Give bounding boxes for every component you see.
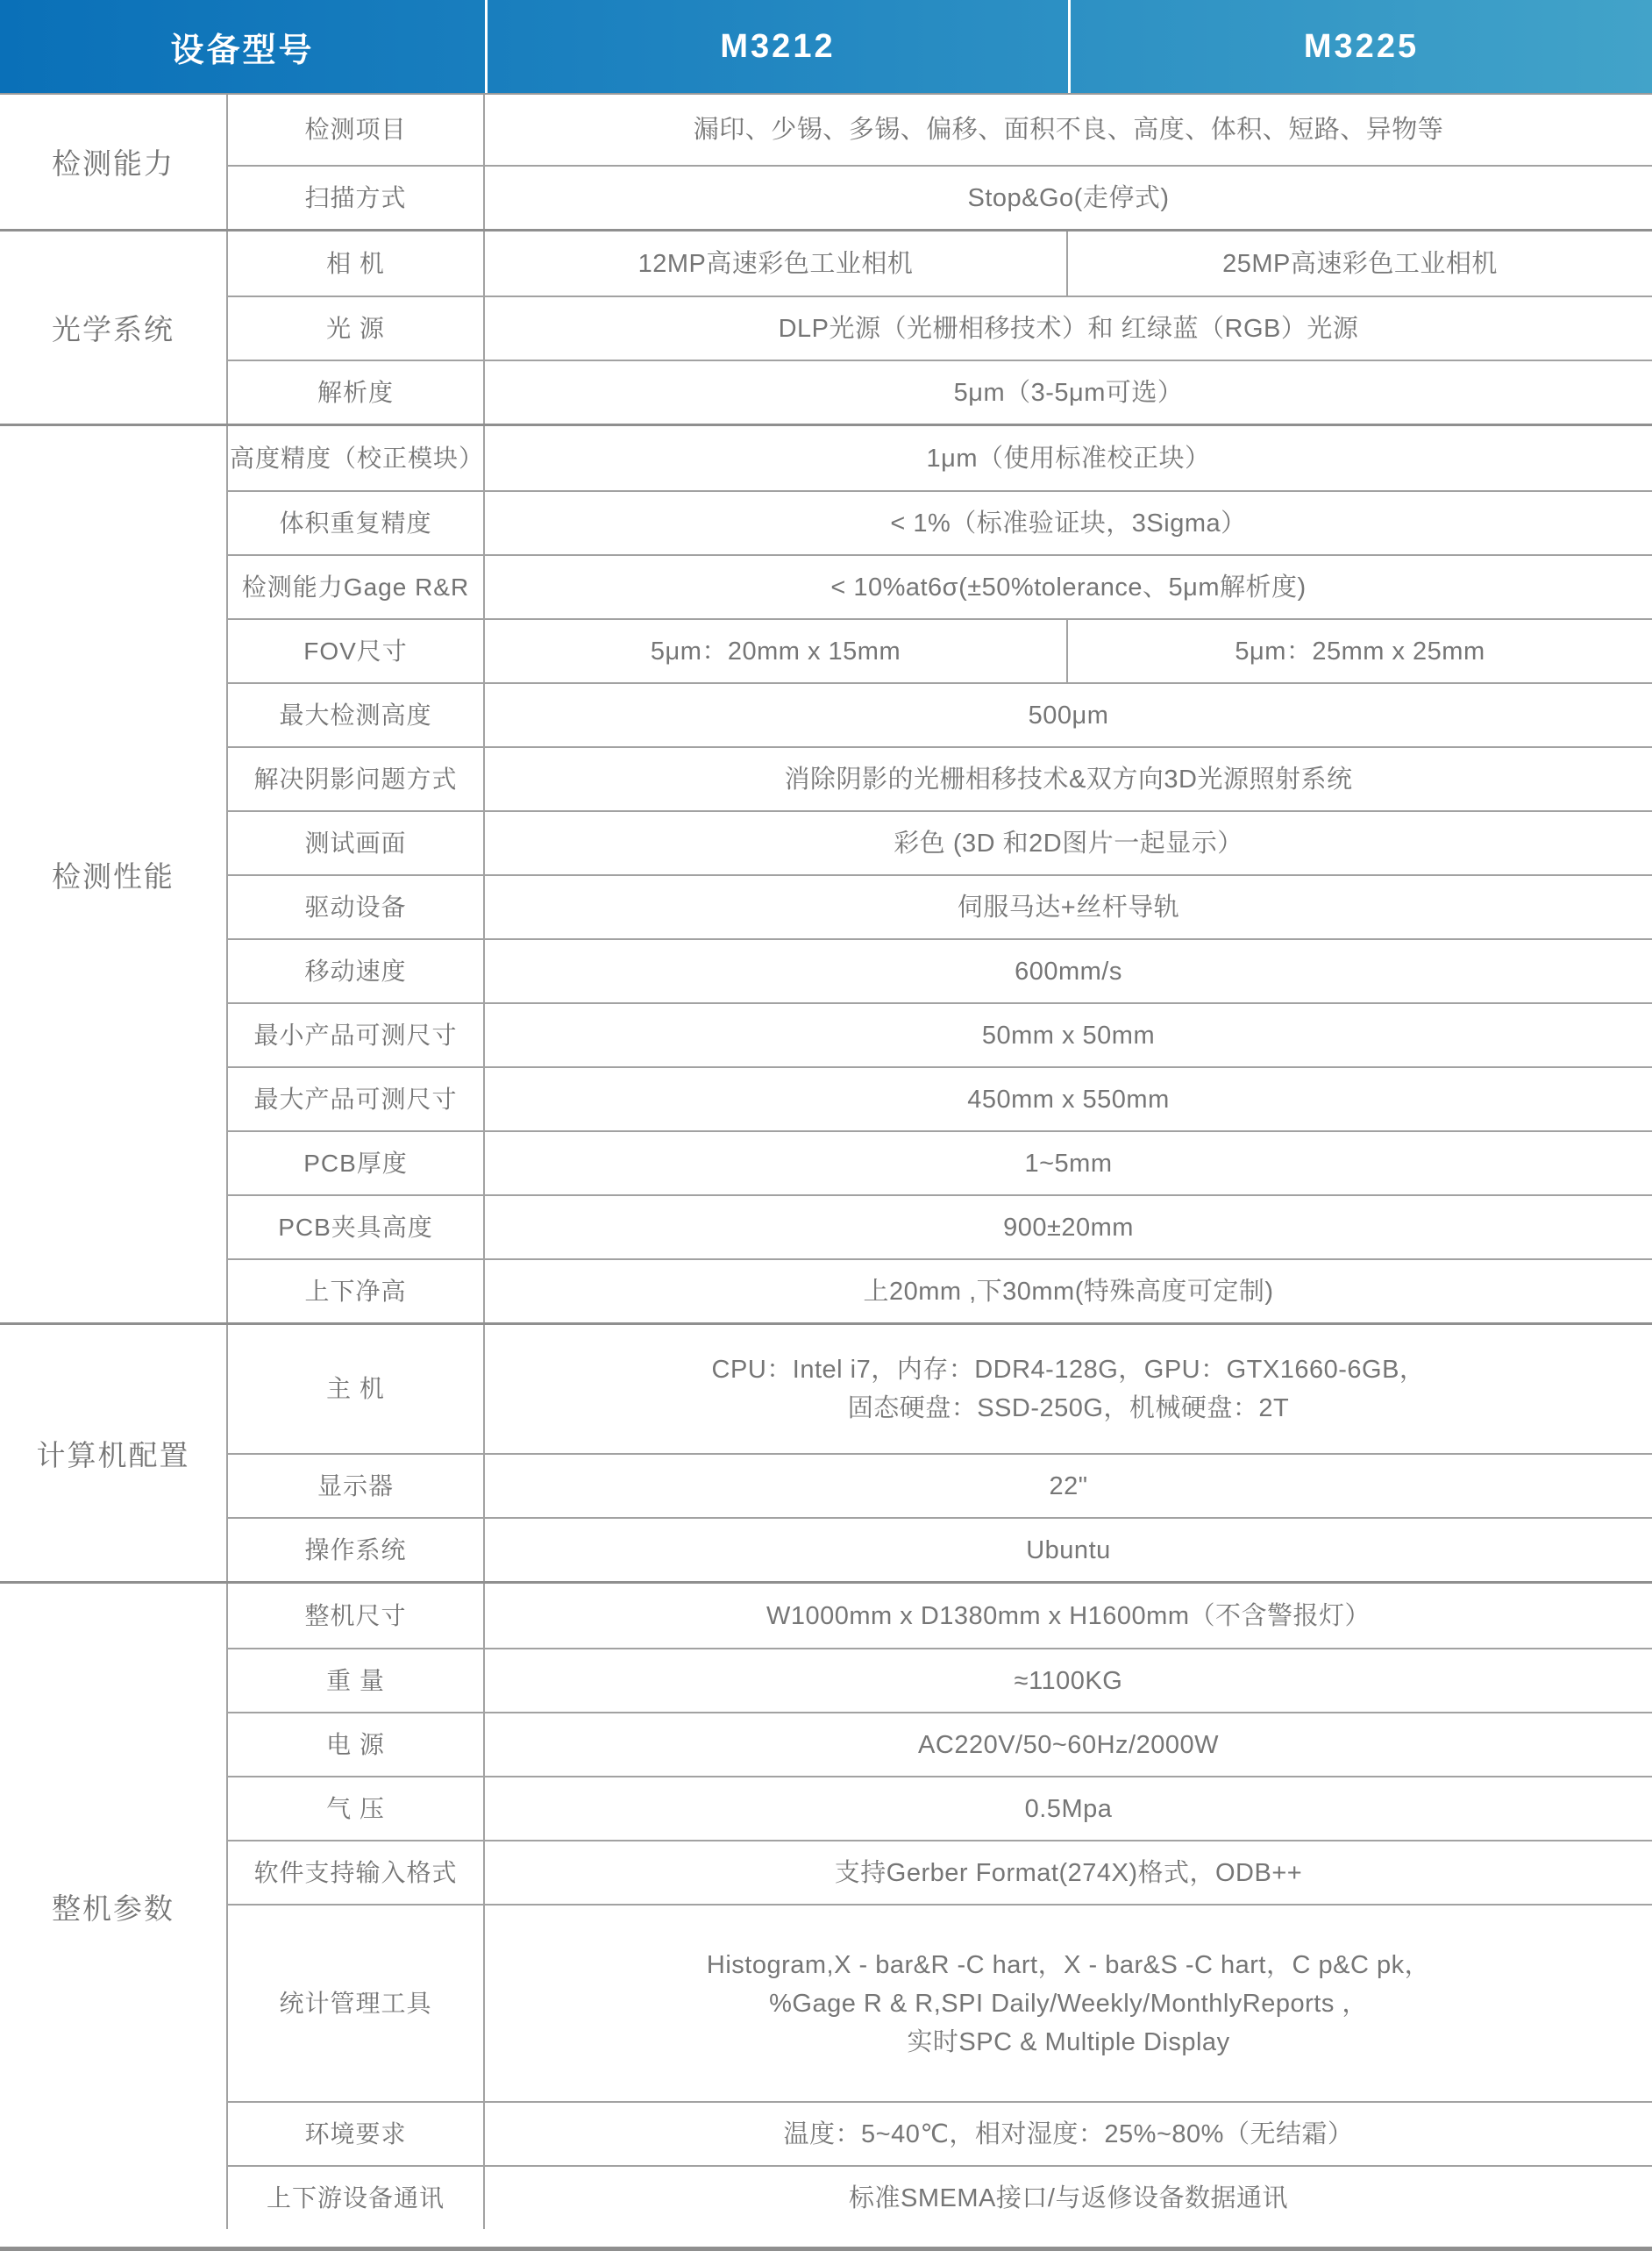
row-label: 统计管理工具 xyxy=(228,1906,485,2101)
row-label: 软件支持输入格式 xyxy=(228,1841,485,1904)
row-value-line: 固态硬盘：SSD-250G，机械硬盘：2T xyxy=(847,1394,1290,1422)
row-value: 600mm/s xyxy=(1015,957,1122,986)
group-detection-performance xyxy=(0,424,1652,1322)
row-label: 上下净高 xyxy=(228,1260,485,1322)
table-row-environment xyxy=(228,2101,1652,2165)
category-label: 光学系统 xyxy=(0,232,228,424)
row-value-line: Histogram,X - bar&R -C hart，X - bar&S -C hart，C p&C pk， xyxy=(706,1950,1431,1979)
row-value: Ubuntu xyxy=(1026,1535,1111,1564)
row-value: 1μm（使用标准校正块） xyxy=(926,444,1211,473)
row-label: 显示器 xyxy=(228,1455,485,1517)
row-label: 体积重复精度 xyxy=(228,492,485,554)
row-value: 漏印、少锡、多锡、偏移、面积不良、高度、体积、短路、异物等 xyxy=(693,116,1444,144)
row-label: FOV尺寸 xyxy=(228,620,485,682)
table-row-monitor xyxy=(228,1453,1652,1517)
table-row-inspection-items xyxy=(228,95,1652,165)
header-model-m3212: M3212 xyxy=(485,0,1068,93)
row-value-m3212: 12MP高速彩色工业相机 xyxy=(485,232,1068,296)
row-value: 彩色 (3D 和2D图片一起显示） xyxy=(894,829,1243,858)
row-value-line: 实时SPC & Multiple Display xyxy=(907,2027,1230,2056)
row-label: 最小产品可测尺寸 xyxy=(228,1004,485,1066)
row-label: PCB厚度 xyxy=(228,1132,485,1194)
category-label: 检测性能 xyxy=(0,426,228,1322)
table-header xyxy=(0,0,1652,93)
group-computer-config xyxy=(0,1322,1652,1581)
row-value-line: %Gage R & R,SPI Daily/Weekly/MonthlyReports ， xyxy=(769,1989,1368,2018)
table-row-software-input-format xyxy=(228,1840,1652,1904)
group-detection-capability xyxy=(0,93,1652,229)
row-label: 检测项目 xyxy=(228,95,485,165)
row-value: 900±20mm xyxy=(1003,1213,1134,1242)
row-value xyxy=(485,1906,1652,2101)
table-row-weight xyxy=(228,1648,1652,1712)
row-label: 重 量 xyxy=(228,1649,485,1712)
row-label: 解析度 xyxy=(228,361,485,424)
table-row-pcb-clamp-height xyxy=(228,1194,1652,1258)
row-label: 最大产品可测尺寸 xyxy=(228,1068,485,1130)
row-label: 相 机 xyxy=(228,232,485,296)
row-value: Stop&Go(走停式) xyxy=(967,183,1170,212)
row-label: 测试画面 xyxy=(228,812,485,874)
row-label: 气 压 xyxy=(228,1777,485,1840)
row-value: < 1%（标准验证块，3Sigma） xyxy=(890,509,1247,538)
table-row-min-product-size xyxy=(228,1002,1652,1066)
table-row-host-computer xyxy=(228,1325,1652,1453)
group-optical-system xyxy=(0,229,1652,424)
row-value: 500μm xyxy=(1028,701,1109,730)
table-row-test-display xyxy=(228,810,1652,874)
table-row-air-pressure xyxy=(228,1776,1652,1840)
table-row-volume-repeatability xyxy=(228,490,1652,554)
row-label: 检测能力Gage R&R xyxy=(228,556,485,618)
row-label: 操作系统 xyxy=(228,1519,485,1581)
table-row-pcb-thickness xyxy=(228,1130,1652,1194)
row-value: 50mm x 50mm xyxy=(981,1021,1156,1050)
row-value: 5μm（3-5μm可选） xyxy=(953,378,1184,407)
table-row-machine-dimensions xyxy=(228,1584,1652,1648)
category-label: 检测能力 xyxy=(0,95,228,229)
row-label: 光 源 xyxy=(228,297,485,360)
row-value: AC220V/50~60Hz/2000W xyxy=(918,1730,1219,1759)
table-row-line-communication xyxy=(228,2165,1652,2229)
row-label: 高度精度（校正模块） xyxy=(228,426,485,490)
row-value-m3212: 5μm：20mm x 15mm xyxy=(485,620,1068,682)
header-model-m3225: M3225 xyxy=(1068,0,1652,93)
row-value xyxy=(485,1325,1652,1453)
row-value-line: CPU：Intel i7，内存：DDR4-128G，GPU：GTX1660-6GB， xyxy=(711,1356,1426,1384)
row-value: 支持Gerber Format(274X)格式，ODB++ xyxy=(834,1858,1303,1887)
table-row-fov-size xyxy=(228,618,1652,682)
row-value: ≈1100KG xyxy=(1014,1666,1123,1695)
row-value: 消除阴影的光栅相移技术&双方向3D光源照射系统 xyxy=(784,765,1353,794)
row-value: 22" xyxy=(1049,1471,1088,1500)
row-label: 主 机 xyxy=(228,1325,485,1453)
table-row-height-accuracy xyxy=(228,426,1652,490)
table-row-power-supply xyxy=(228,1712,1652,1776)
group-machine-parameters xyxy=(0,1581,1652,2229)
table-row-gage-rr xyxy=(228,554,1652,618)
row-value-m3225: 25MP高速彩色工业相机 xyxy=(1222,249,1498,278)
row-value: 0.5Mpa xyxy=(1024,1794,1113,1823)
row-value: 温度：5~40℃，相对湿度：25%~80%（无结霜） xyxy=(783,2119,1354,2148)
table-row-max-inspection-height xyxy=(228,682,1652,746)
row-value: W1000mm x D1380mm x H1600mm（不含警报灯） xyxy=(766,1601,1371,1630)
row-value: 标准SMEMA接口/与返修设备数据通讯 xyxy=(849,2183,1288,2212)
table-row-spc-tools xyxy=(228,1904,1652,2101)
row-value: 450mm x 550mm xyxy=(967,1085,1170,1114)
header-device-model: 设备型号 xyxy=(170,32,315,69)
row-value: 伺服马达+丝杆导轨 xyxy=(957,893,1180,922)
category-label: 计算机配置 xyxy=(0,1325,228,1581)
table-row-light-source xyxy=(228,296,1652,360)
row-label: 上下游设备通讯 xyxy=(228,2167,485,2229)
row-value: 上20mm ,下30mm(特殊高度可定制) xyxy=(863,1277,1274,1306)
table-row-moving-speed xyxy=(228,938,1652,1002)
row-label: 移动速度 xyxy=(228,940,485,1002)
row-label: 解决阴影问题方式 xyxy=(228,748,485,810)
table-row-operating-system xyxy=(228,1517,1652,1581)
row-value: DLP光源（光栅相移技术）和 红绿蓝（RGB）光源 xyxy=(778,314,1359,343)
row-label: 整机尺寸 xyxy=(228,1584,485,1648)
table-row-camera xyxy=(228,232,1652,296)
row-label: 环境要求 xyxy=(228,2103,485,2165)
row-label: 驱动设备 xyxy=(228,876,485,938)
table-row-max-product-size xyxy=(228,1066,1652,1130)
row-label: 最大检测高度 xyxy=(228,684,485,746)
category-label: 整机参数 xyxy=(0,1584,228,2229)
row-label: 电 源 xyxy=(228,1713,485,1776)
table-row-shadow-solution xyxy=(228,746,1652,810)
table-row-resolution xyxy=(228,360,1652,424)
row-value: 1~5mm xyxy=(1024,1149,1113,1178)
row-label: PCB夹具高度 xyxy=(228,1196,485,1258)
row-label: 扫描方式 xyxy=(228,167,485,229)
row-value-m3225: 5μm：25mm x 25mm xyxy=(1235,637,1485,666)
table-row-scan-method xyxy=(228,165,1652,229)
table-row-top-bottom-clearance xyxy=(228,1258,1652,1322)
row-value: < 10%at6σ(±50%tolerance、5μm解析度) xyxy=(830,573,1307,602)
table-row-drive-system xyxy=(228,874,1652,938)
